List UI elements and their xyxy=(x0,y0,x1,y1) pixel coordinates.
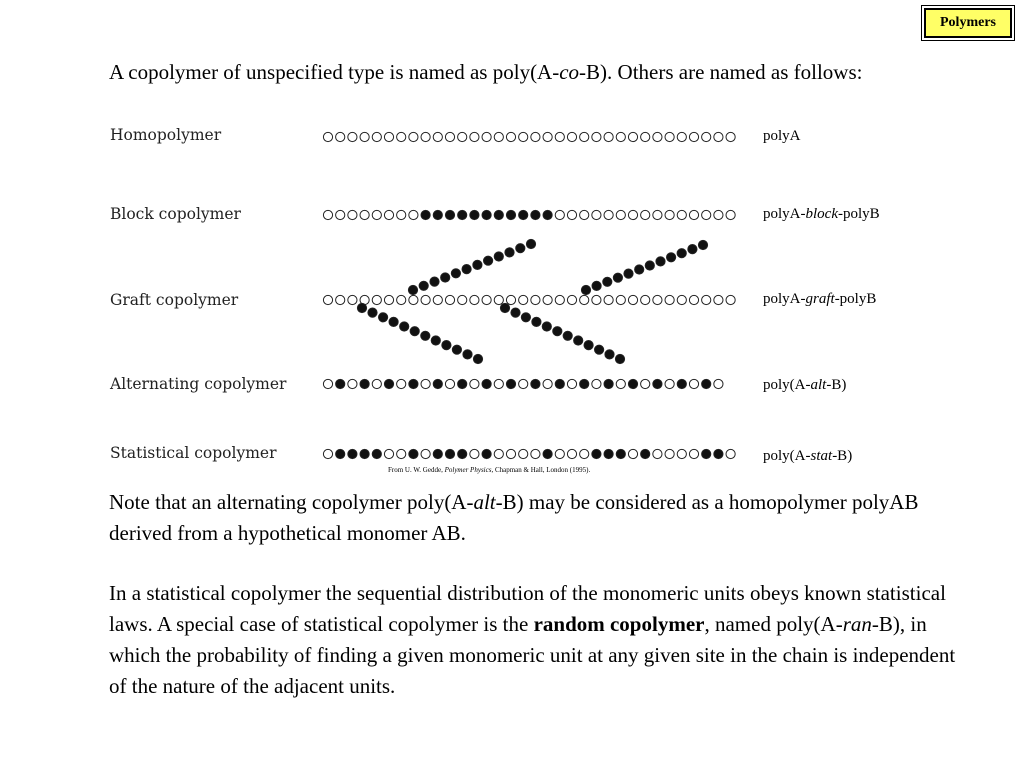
homopolymer-bead xyxy=(628,132,637,141)
graft-backbone-bead xyxy=(336,295,345,304)
graft-backbone-bead xyxy=(519,295,528,304)
alternating-bead xyxy=(702,379,711,388)
alternating-bead xyxy=(628,379,637,388)
graft-branch-bead xyxy=(431,336,440,345)
homopolymer-bead xyxy=(555,132,564,141)
block-bead xyxy=(482,210,491,219)
graft-backbone-bead xyxy=(348,295,357,304)
statistical-bead xyxy=(348,449,357,458)
graft-branch-bead xyxy=(511,308,520,317)
graft-backbone-bead xyxy=(372,295,381,304)
homopolymer-bead xyxy=(372,132,381,141)
homopolymer-bead xyxy=(543,132,552,141)
name-label-graft: polyA-graft-polyB xyxy=(763,291,877,307)
statistical-bead xyxy=(714,449,723,458)
graft-backbone-bead xyxy=(665,295,674,304)
homopolymer-bead xyxy=(506,132,515,141)
homopolymer-bead xyxy=(665,132,674,141)
graft-backbone-bead xyxy=(543,295,552,304)
graft-branch-bead xyxy=(532,317,541,326)
statistical-bead xyxy=(409,449,418,458)
block-bead xyxy=(628,210,637,219)
graft-branch-bead xyxy=(615,354,624,363)
block-bead xyxy=(506,210,515,219)
homopolymer-bead xyxy=(433,132,442,141)
statistical-bead xyxy=(384,449,393,458)
graft-backbone-bead xyxy=(702,295,711,304)
graft-branch-bead xyxy=(645,261,654,270)
block-bead xyxy=(653,210,662,219)
graft-branch-bead xyxy=(400,322,409,331)
alternating-bead xyxy=(531,379,540,388)
graft-backbone-bead xyxy=(384,295,393,304)
statistical-bead xyxy=(519,449,528,458)
block-bead xyxy=(433,210,442,219)
homopolymer-bead xyxy=(397,132,406,141)
alternating-bead xyxy=(458,379,467,388)
graft-branch-bead xyxy=(526,239,535,248)
row-label-statistical: Statistical copolymer xyxy=(110,444,277,462)
graft-backbone-bead xyxy=(653,295,662,304)
homopolymer-bead xyxy=(445,132,454,141)
graft-backbone-bead xyxy=(397,295,406,304)
alternating-bead xyxy=(360,379,369,388)
block-bead xyxy=(726,210,735,219)
block-bead xyxy=(714,210,723,219)
graft-branch-bead xyxy=(379,313,388,322)
graft-branch-bead xyxy=(542,322,551,331)
graft-branch-bead xyxy=(430,277,439,286)
statistical-bead xyxy=(689,449,698,458)
graft-backbone-bead xyxy=(506,295,515,304)
homopolymer-bead xyxy=(580,132,589,141)
statistical-bead xyxy=(531,449,540,458)
graft-branch-bead xyxy=(441,273,450,282)
graft-branch-bead xyxy=(463,350,472,359)
alternating-bead xyxy=(567,379,576,388)
alternating-bead xyxy=(494,379,503,388)
graft-branch-bead xyxy=(462,265,471,274)
alternating-bead xyxy=(482,379,491,388)
block-bead xyxy=(592,210,601,219)
block-bead xyxy=(372,210,381,219)
homopolymer-bead xyxy=(616,132,625,141)
row-label-homopolymer: Homopolymer xyxy=(110,126,222,144)
row-label-alternating: Alternating copolymer xyxy=(110,375,287,393)
row-label-graft: Graft copolymer xyxy=(110,291,239,309)
graft-backbone-bead xyxy=(323,295,332,304)
graft-backbone-bead xyxy=(641,295,650,304)
statistical-bead xyxy=(567,449,576,458)
statistical-bead xyxy=(458,449,467,458)
statistical-bead xyxy=(494,449,503,458)
graft-branch-bead xyxy=(357,303,366,312)
alternating-bead xyxy=(348,379,357,388)
homopolymer-bead xyxy=(689,132,698,141)
alternating-bead xyxy=(604,379,613,388)
graft-backbone-bead xyxy=(458,295,467,304)
graft-branch-bead xyxy=(584,341,593,350)
graft-backbone-bead xyxy=(482,295,491,304)
statistical-bead xyxy=(433,449,442,458)
alternating-bead xyxy=(714,379,723,388)
statistical-bead xyxy=(397,449,406,458)
graft-backbone-bead xyxy=(531,295,540,304)
graft-branch-bead xyxy=(505,248,514,257)
graft-backbone-bead xyxy=(433,295,442,304)
graft-backbone-bead xyxy=(677,295,686,304)
homopolymer-bead xyxy=(482,132,491,141)
block-bead xyxy=(580,210,589,219)
statistical-bead xyxy=(470,449,479,458)
alternating-bead xyxy=(445,379,454,388)
block-bead xyxy=(677,210,686,219)
graft-branch-bead xyxy=(635,265,644,274)
homopolymer-bead xyxy=(604,132,613,141)
alternating-bead xyxy=(433,379,442,388)
graft-branch-bead xyxy=(410,327,419,336)
block-bead xyxy=(445,210,454,219)
block-bead xyxy=(689,210,698,219)
block-bead xyxy=(702,210,711,219)
statistical-bead xyxy=(445,449,454,458)
graft-branch-bead xyxy=(494,252,503,261)
alternating-bead xyxy=(543,379,552,388)
block-bead xyxy=(409,210,418,219)
graft-backbone-bead xyxy=(592,295,601,304)
graft-branch-bead xyxy=(624,269,633,278)
alternating-bead xyxy=(384,379,393,388)
graft-backbone-bead xyxy=(628,295,637,304)
graft-branch-bead xyxy=(613,273,622,282)
alternating-bead xyxy=(641,379,650,388)
row-label-block: Block copolymer xyxy=(110,205,241,223)
block-bead xyxy=(360,210,369,219)
graft-branch-bead xyxy=(603,277,612,286)
statistical-bead xyxy=(580,449,589,458)
statistical-bead xyxy=(336,449,345,458)
block-bead xyxy=(641,210,650,219)
alternating-bead xyxy=(665,379,674,388)
slide-title: Polymers xyxy=(924,8,1012,38)
graft-branch-bead xyxy=(581,285,590,294)
graft-branch-bead xyxy=(667,253,676,262)
block-bead xyxy=(567,210,576,219)
graft-branch-bead xyxy=(484,256,493,265)
alternating-bead xyxy=(616,379,625,388)
statistical-bead xyxy=(421,449,430,458)
statistical-bead xyxy=(506,449,515,458)
block-bead xyxy=(397,210,406,219)
homopolymer-bead xyxy=(702,132,711,141)
graft-branch-bead xyxy=(389,317,398,326)
figure-credit: From U. W. Gedde, Polymer Physics, Chapman & Hall, London (1995). xyxy=(388,466,591,474)
statistical-bead xyxy=(702,449,711,458)
block-bead xyxy=(531,210,540,219)
graft-branch-bead xyxy=(516,244,525,253)
graft-branch-bead xyxy=(452,345,461,354)
graft-branch-bead xyxy=(421,331,430,340)
homopolymer-bead xyxy=(470,132,479,141)
homopolymer-bead xyxy=(421,132,430,141)
graft-branch-bead xyxy=(595,345,604,354)
homopolymer-bead xyxy=(531,132,540,141)
graft-backbone-bead xyxy=(555,295,564,304)
graft-branch-bead xyxy=(677,249,686,258)
graft-branch-bead xyxy=(563,331,572,340)
graft-backbone-bead xyxy=(421,295,430,304)
block-bead xyxy=(555,210,564,219)
statistical-bead xyxy=(628,449,637,458)
statistical-bead xyxy=(604,449,613,458)
statistical-bead xyxy=(677,449,686,458)
alternating-bead xyxy=(421,379,430,388)
block-bead xyxy=(616,210,625,219)
graft-branch-bead xyxy=(553,327,562,336)
alternating-bead xyxy=(592,379,601,388)
statistical-bead xyxy=(592,449,601,458)
graft-branch-bead xyxy=(605,350,614,359)
alternating-bead xyxy=(336,379,345,388)
graft-branch-bead xyxy=(451,269,460,278)
homopolymer-bead xyxy=(519,132,528,141)
statistical-bead xyxy=(323,449,332,458)
graft-backbone-bead xyxy=(494,295,503,304)
homopolymer-bead xyxy=(384,132,393,141)
graft-branch-bead xyxy=(419,281,428,290)
graft-branch-bead xyxy=(473,354,482,363)
graft-backbone-bead xyxy=(616,295,625,304)
alternating-bead xyxy=(397,379,406,388)
block-bead xyxy=(458,210,467,219)
block-bead xyxy=(494,210,503,219)
statistical-bead xyxy=(641,449,650,458)
statistical-bead xyxy=(726,449,735,458)
block-bead xyxy=(336,210,345,219)
homopolymer-bead xyxy=(494,132,503,141)
statistical-bead xyxy=(543,449,552,458)
homopolymer-bead xyxy=(458,132,467,141)
graft-backbone-bead xyxy=(726,295,735,304)
alternating-bead xyxy=(409,379,418,388)
graft-backbone-bead xyxy=(604,295,613,304)
block-bead xyxy=(604,210,613,219)
homopolymer-bead xyxy=(336,132,345,141)
block-bead xyxy=(348,210,357,219)
block-bead xyxy=(665,210,674,219)
graft-branch-bead xyxy=(521,313,530,322)
graft-branch-bead xyxy=(408,285,417,294)
homopolymer-bead xyxy=(677,132,686,141)
homopolymer-bead xyxy=(323,132,332,141)
graft-branch-bead xyxy=(442,341,451,350)
graft-branch-bead xyxy=(368,308,377,317)
name-label-block: polyA-block-polyB xyxy=(763,206,880,222)
alternating-bead xyxy=(372,379,381,388)
intro-text-italic: co xyxy=(559,60,580,84)
block-bead xyxy=(519,210,528,219)
graft-branch-bead xyxy=(688,245,697,254)
alternating-note-paragraph: Note that an alternating copolymer poly(A-alt-B) may be considered as a homopolymer polyAB derived from a hypothetical monomer AB. xyxy=(109,490,919,545)
statistical-bead xyxy=(653,449,662,458)
alternating-bead xyxy=(470,379,479,388)
graft-backbone-bead xyxy=(445,295,454,304)
alternating-bead xyxy=(555,379,564,388)
graft-backbone-bead xyxy=(567,295,576,304)
graft-branch-bead xyxy=(698,240,707,249)
statistical-bead xyxy=(360,449,369,458)
graft-branch-bead xyxy=(500,303,509,312)
homopolymer-bead xyxy=(726,132,735,141)
alternating-bead xyxy=(689,379,698,388)
intro-text-part: -B). Others are named as follows: xyxy=(579,60,863,84)
name-label-statistical: poly(A-stat-B) xyxy=(763,448,853,464)
block-bead xyxy=(323,210,332,219)
statistical-paragraph: In a statistical copolymer the sequential distribution of the monomeric units obeys known statistical laws. A special case of statistical copolymer is the random copolymer, named poly(A-ran-B), in which the probability of finding a given monomeric unit at any given site in the chain is independent of the nature of the adjacent units. xyxy=(109,581,956,698)
homopolymer-bead xyxy=(714,132,723,141)
alternating-bead xyxy=(519,379,528,388)
graft-backbone-bead xyxy=(409,295,418,304)
homopolymer-bead xyxy=(409,132,418,141)
block-bead xyxy=(421,210,430,219)
homopolymer-bead xyxy=(653,132,662,141)
block-bead xyxy=(470,210,479,219)
alternating-bead xyxy=(506,379,515,388)
alternating-bead xyxy=(580,379,589,388)
homopolymer-bead xyxy=(360,132,369,141)
homopolymer-bead xyxy=(641,132,650,141)
name-label-homopolymer: polyA xyxy=(763,128,801,144)
block-bead xyxy=(384,210,393,219)
alternating-bead xyxy=(653,379,662,388)
homopolymer-bead xyxy=(567,132,576,141)
alternating-bead xyxy=(677,379,686,388)
graft-backbone-bead xyxy=(714,295,723,304)
graft-backbone-bead xyxy=(470,295,479,304)
statistical-bead xyxy=(482,449,491,458)
graft-backbone-bead xyxy=(689,295,698,304)
graft-backbone-bead xyxy=(580,295,589,304)
statistical-bead xyxy=(372,449,381,458)
statistical-bead xyxy=(555,449,564,458)
homopolymer-bead xyxy=(348,132,357,141)
homopolymer-bead xyxy=(592,132,601,141)
statistical-bead xyxy=(665,449,674,458)
intro-text-part: A copolymer of unspecified type is named as poly(A- xyxy=(109,60,560,84)
name-label-alternating: poly(A-alt-B) xyxy=(763,377,847,393)
graft-branch-bead xyxy=(656,257,665,266)
statistical-bead xyxy=(616,449,625,458)
alternating-bead xyxy=(323,379,332,388)
graft-branch-bead xyxy=(592,281,601,290)
graft-branch-bead xyxy=(473,260,482,269)
block-bead xyxy=(543,210,552,219)
graft-branch-bead xyxy=(574,336,583,345)
